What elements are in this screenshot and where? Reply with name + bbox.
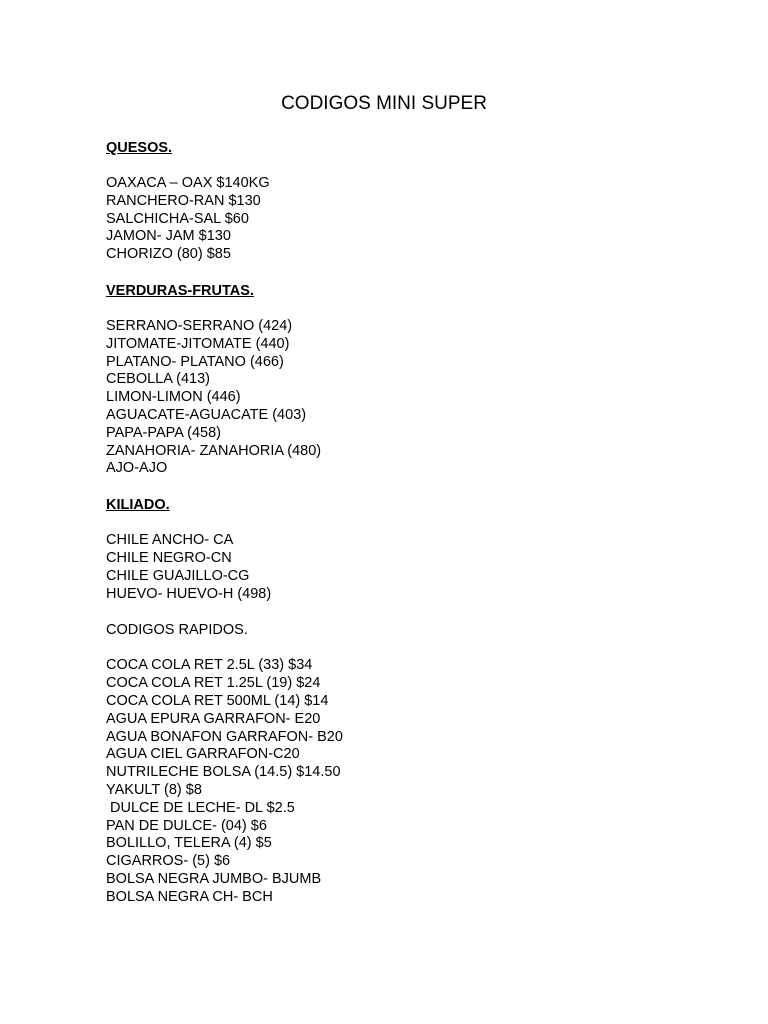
list-item: AGUACATE-AGUACATE (403) <box>106 406 307 423</box>
list-item: JAMON- JAM $130 <box>106 228 231 245</box>
section-heading: VERDURAS-FRUTAS. <box>106 282 254 299</box>
list-item: LIMON-LIMON (446) <box>106 389 241 406</box>
list-item: RANCHERO-RAN $130 <box>106 192 261 209</box>
list-item: OAXACA – OAX $140KG <box>106 175 270 191</box>
list-item: CHILE ANCHO- CA <box>106 532 234 549</box>
section-kiliado <box>106 496 706 603</box>
list-item: PAPA-PAPA (458) <box>106 424 221 441</box>
list-item: COCA COLA RET 500ML (14) $14 <box>106 692 329 709</box>
list-item: CIGARROS- (5) $6 <box>106 853 231 870</box>
list-item: ZANAHORIA- ZANAHORIA (480) <box>106 442 322 459</box>
spacer <box>106 300 706 318</box>
list-item: AGUA EPURA GARRAFON- E20 <box>106 710 321 727</box>
item-list <box>106 657 706 906</box>
section-quesos <box>106 139 706 264</box>
list-item: PAN DE DULCE- (04) $6 <box>106 817 267 834</box>
list-item: CHORIZO (80) $85 <box>106 246 231 263</box>
spacer <box>106 478 706 496</box>
list-item: SALCHICHA-SAL $60 <box>106 210 249 227</box>
section-codigos-rapidos <box>106 621 706 906</box>
item-list <box>106 175 706 264</box>
list-item: BOLSA NEGRA CH- BCH <box>106 888 273 905</box>
list-item: JITOMATE-JITOMATE (440) <box>106 335 290 352</box>
spacer <box>106 639 706 657</box>
section-verduras-frutas <box>106 282 706 478</box>
list-item: NUTRILECHE BOLSA (14.5) $14.50 <box>106 764 341 781</box>
list-item: COCA COLA RET 2.5L (33) $34 <box>106 657 313 674</box>
document-body <box>106 139 706 907</box>
spacer <box>106 157 706 175</box>
list-item: BOLILLO, TELERA (4) $5 <box>106 835 272 852</box>
list-item: CHILE NEGRO-CN <box>106 549 232 566</box>
section-heading: QUESOS. <box>106 140 173 156</box>
list-item: BOLSA NEGRA JUMBO- BJUMB <box>106 870 322 887</box>
section-heading: KILIADO. <box>106 497 170 514</box>
list-item: PLATANO- PLATANO (466) <box>106 353 284 370</box>
spacer <box>106 514 706 532</box>
list-item: HUEVO- HUEVO-H (498) <box>106 585 272 602</box>
spacer <box>106 603 706 621</box>
list-item: SERRANO-SERRANO (424) <box>106 317 293 334</box>
section-heading: CODIGOS RAPIDOS. <box>106 622 248 639</box>
item-list <box>106 532 706 603</box>
list-item: AJO-AJO <box>106 460 168 477</box>
spacer <box>106 264 706 282</box>
list-item: COCA COLA RET 1.25L (19) $24 <box>106 675 321 692</box>
list-item: CHILE GUAJILLO-CG <box>106 567 250 584</box>
list-item: AGUA BONAFON GARRAFON- B20 <box>106 728 343 745</box>
item-list <box>106 318 706 478</box>
list-item: YAKULT (8) $8 <box>106 781 202 798</box>
list-item: CEBOLLA (413) <box>106 371 210 388</box>
list-item: DULCE DE LECHE- DL $2.5 <box>106 799 295 816</box>
list-item: AGUA CIEL GARRAFON-C20 <box>106 746 300 763</box>
page-title: CODIGOS MINI SUPER <box>281 93 487 114</box>
